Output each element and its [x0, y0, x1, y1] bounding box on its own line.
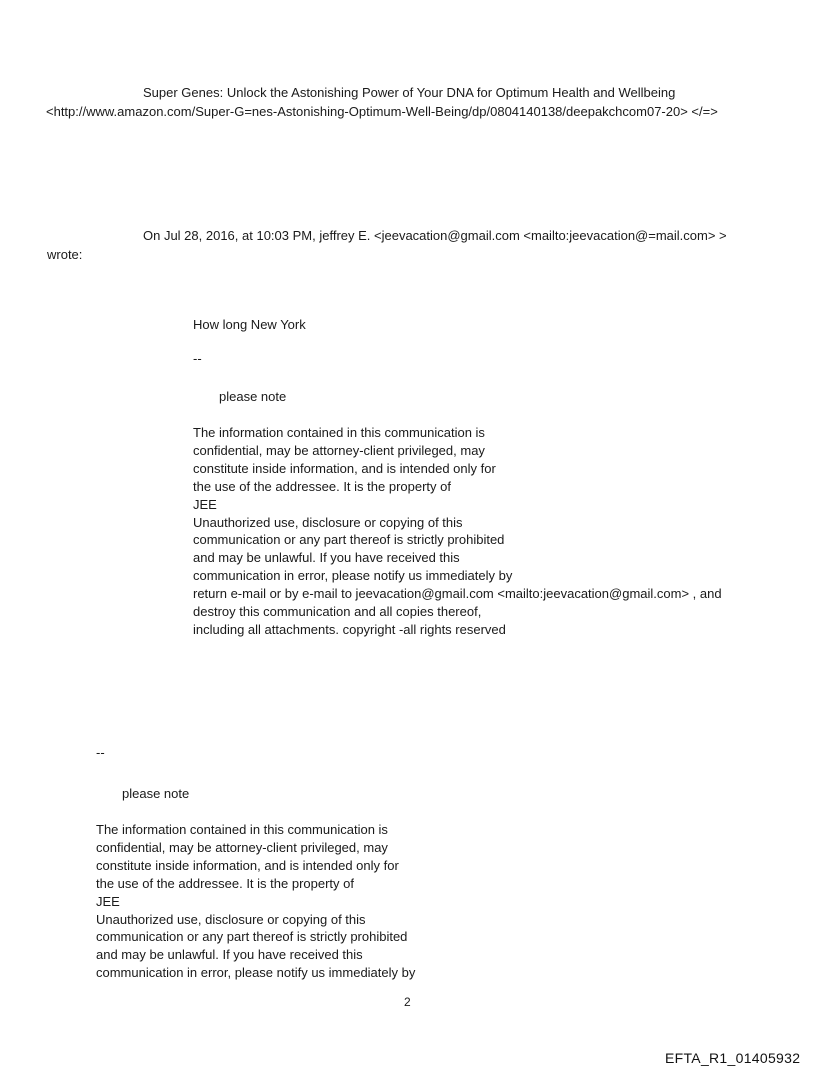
disclaimer-line: Unauthorized use, disclosure or copying of this [193, 514, 463, 530]
signature-delimiter-1: -- [193, 351, 202, 366]
disclaimer-line: including all attachments. copyright -all rights reserved [193, 621, 506, 637]
please-note-2: please note [122, 786, 190, 801]
disclaimer-block-1 [193, 424, 722, 639]
disclaimer-line: communication or any part thereof is strictly prohibited [96, 929, 408, 945]
amazon-url-line: <http://www.amazon.com/Super-G=nes-Astonishing-Optimum-Well-Being/dp/0804140138/deepakchcom07-20> </=> [46, 104, 718, 119]
disclaimer-line: destroy this communication and all copies thereof, [193, 604, 482, 620]
disclaimer-line: communication in error, please notify us immediately by [96, 965, 416, 981]
quote-header-wrote: wrote: [47, 247, 83, 262]
book-title-line: Super Genes: Unlock the Astonishing Power of Your DNA for Optimum Health and Wellbeing [143, 85, 676, 100]
disclaimer-line: The information contained in this communication is [193, 425, 485, 440]
disclaimer-line: confidential, may be attorney-client privileged, may [96, 839, 388, 855]
page-number: 2 [404, 995, 411, 1009]
please-note-1: please note [219, 389, 287, 404]
disclaimer-line: return e-mail or by e-mail to jeevacation@gmail.com <mailto:jeevacation@gmail.com> , and [193, 586, 722, 602]
disclaimer-block-2 [96, 821, 415, 982]
disclaimer-line: JEE [96, 893, 120, 909]
disclaimer-line: The information contained in this communication is [96, 822, 388, 837]
disclaimer-line: constitute inside information, and is intended only for [193, 460, 496, 476]
disclaimer-line: communication or any part thereof is strictly prohibited [193, 532, 505, 548]
disclaimer-line: the use of the addressee. It is the property of [193, 478, 451, 494]
disclaimer-line: confidential, may be attorney-client privileged, may [193, 442, 485, 458]
disclaimer-line: JEE [193, 496, 217, 512]
bates-number: EFTA_R1_01405932 [665, 1050, 801, 1066]
disclaimer-line: and may be unlawful. If you have received this [96, 947, 363, 963]
message-text: How long New York [193, 317, 306, 332]
disclaimer-line: constitute inside information, and is intended only for [96, 857, 399, 873]
signature-delimiter-2: -- [96, 745, 105, 760]
disclaimer-line: communication in error, please notify us immediately by [193, 568, 513, 584]
disclaimer-line: the use of the addressee. It is the property of [96, 875, 354, 891]
quote-header-line: On Jul 28, 2016, at 10:03 PM, jeffrey E. <jeevacation@gmail.com <mailto:jeevacation@=mail.com> > [143, 228, 727, 243]
disclaimer-line: and may be unlawful. If you have received this [193, 550, 460, 566]
disclaimer-line: Unauthorized use, disclosure or copying of this [96, 911, 366, 927]
